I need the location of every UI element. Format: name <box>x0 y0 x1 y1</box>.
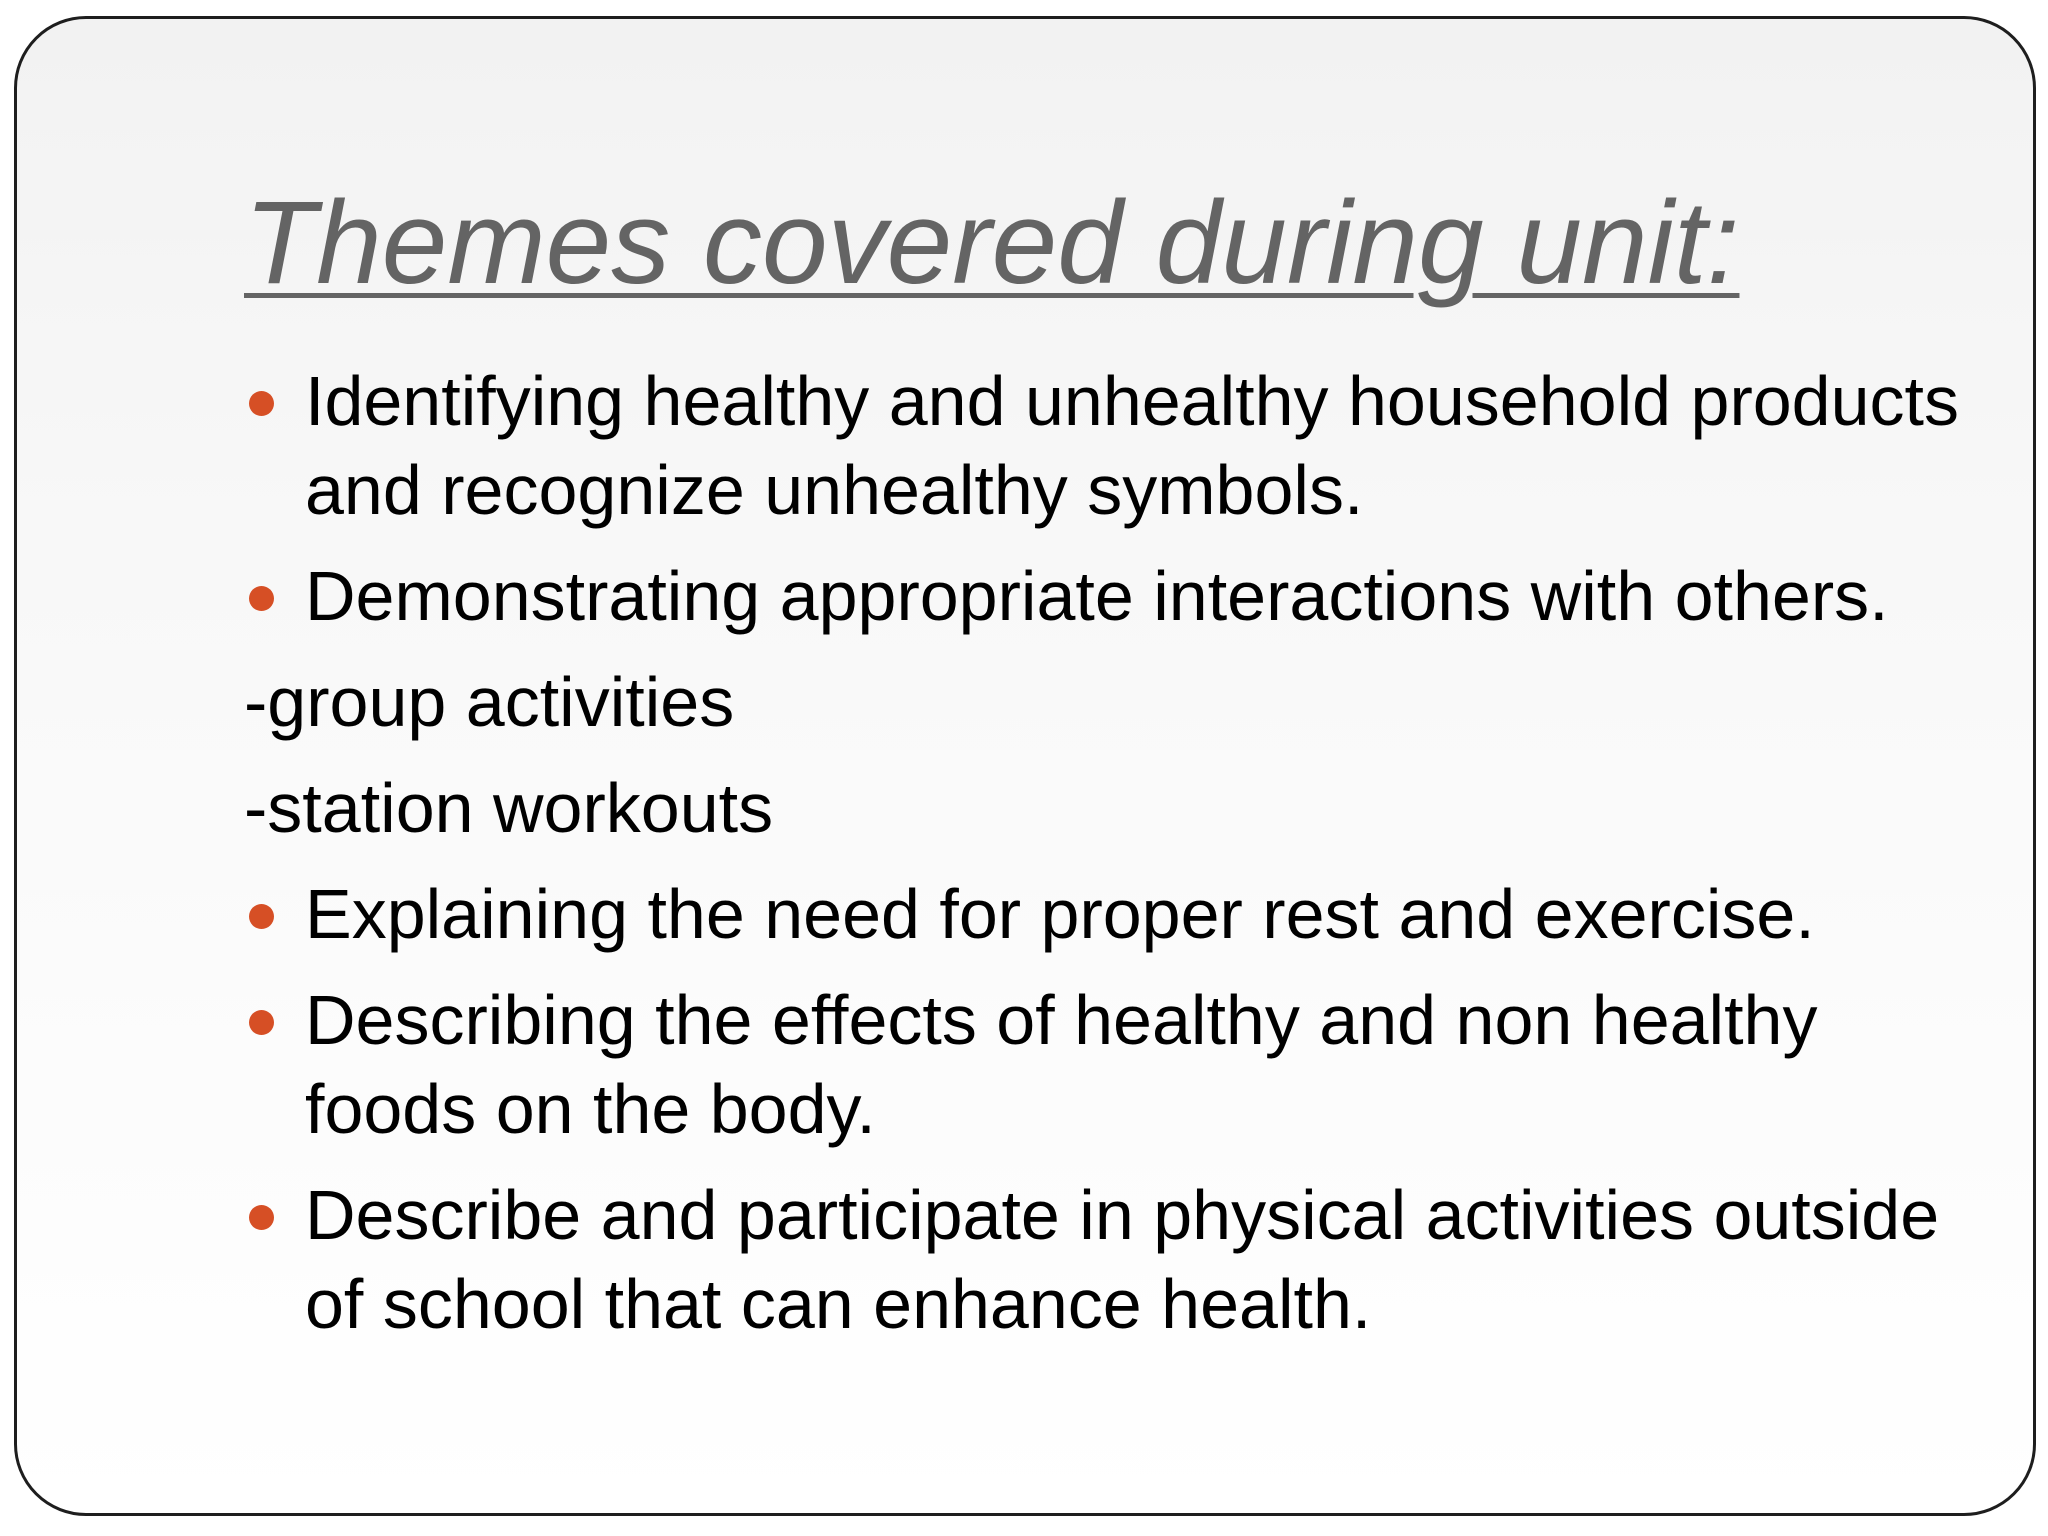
sub-item: -group activities <box>244 663 735 741</box>
bullet-item <box>244 976 1964 1154</box>
bullet-item <box>244 1171 1964 1349</box>
slide-frame <box>14 16 2036 1516</box>
bullet-text: Explaining the need for proper rest and exercise. <box>305 875 1815 953</box>
slide-title: Themes covered during unit: <box>244 177 1740 309</box>
bullet-text: Describe and participate in physical activities outside of school that can enhance health. <box>305 1176 1940 1343</box>
bullet-item <box>244 357 1964 535</box>
bullet-text: Demonstrating appropriate interactions with others. <box>305 557 1889 635</box>
sub-item: -station workouts <box>244 769 774 847</box>
bullet-dot-icon <box>249 1010 274 1035</box>
bullet-text: Describing the effects of healthy and non healthy foods on the body. <box>305 981 1818 1148</box>
slide-body <box>244 357 1964 1349</box>
bullet-dot-icon <box>249 586 274 611</box>
bullet-item <box>244 552 1964 641</box>
bullet-dot-icon <box>249 904 274 929</box>
bullet-dot-icon <box>249 1205 274 1230</box>
bullet-dot-icon <box>249 391 274 416</box>
bullet-item <box>244 870 1964 959</box>
bullet-text: Identifying healthy and unhealthy household products and recognize unhealthy symbols. <box>305 362 1959 529</box>
